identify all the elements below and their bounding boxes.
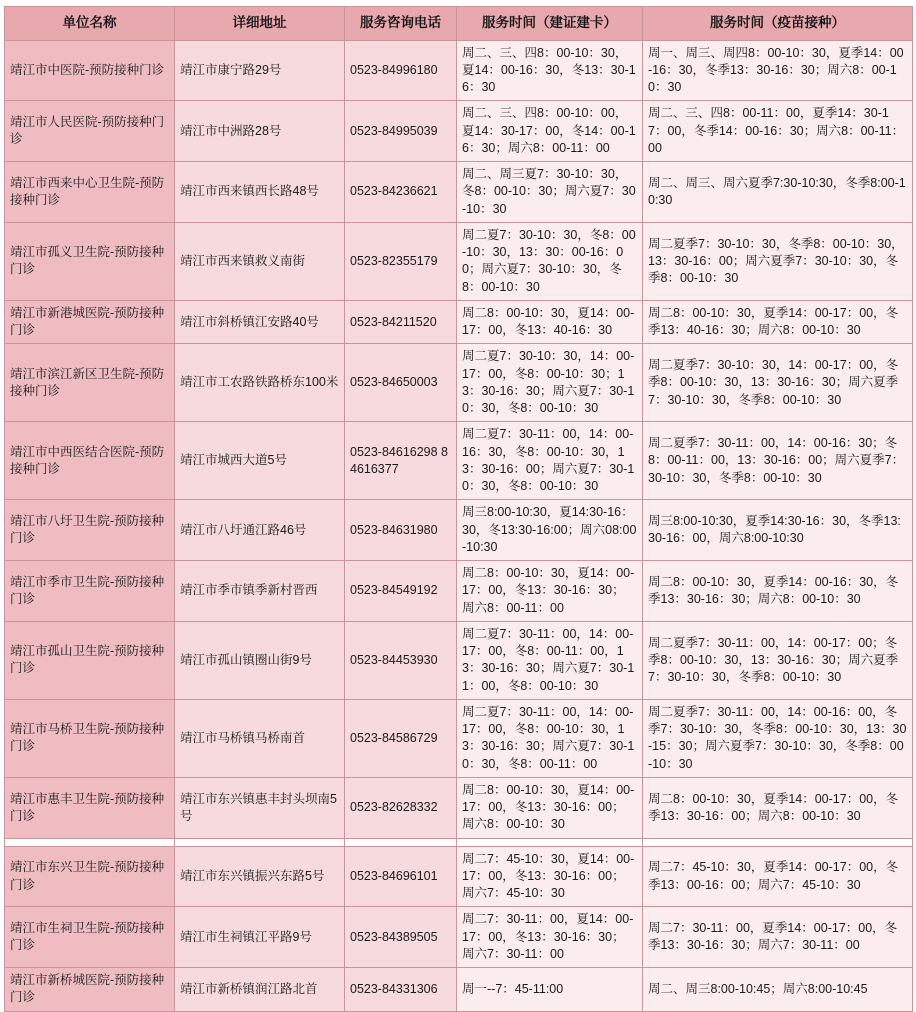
cell-service-time-vaccination: 周二夏季7：30-10：30，冬季8：00-10：30，13：30-16：00；周六夏季7：30-10：30，冬季8：00-10：30	[643, 222, 913, 300]
table-header	[5, 7, 913, 41]
cell-service-time-certificate: 周一--7：45-11:00	[457, 968, 643, 1012]
divider-cell	[643, 838, 913, 846]
table-row	[5, 344, 913, 422]
cell-service-time-vaccination: 周二7：30-11：00，夏季14：00-17：00，冬季13：30-16：30；周六7：30-11：00	[643, 907, 913, 968]
cell-unit-name: 靖江市西来中心卫生院-预防接种门诊	[5, 162, 175, 223]
table-row	[5, 162, 913, 223]
cell-service-time-vaccination: 周二8：00-10：30，夏季14：00-16：30，冬季13：30-16：30；周六8：00-10：30	[643, 561, 913, 622]
cell-address: 靖江市西来镇救义南街	[175, 222, 345, 300]
divider-cell	[345, 838, 457, 846]
cell-unit-name: 靖江市季市卫生院-预防接种门诊	[5, 561, 175, 622]
cell-unit-name: 靖江市孤山卫生院-预防接种门诊	[5, 621, 175, 699]
cell-phone: 0523-82628332	[345, 777, 457, 838]
table-row	[5, 621, 913, 699]
cell-address: 靖江市八圩通江路46号	[175, 500, 345, 561]
cell-service-time-certificate: 周二7：30-11：00，夏14：00-17：00，冬13：30-16：30；周六7：30-11：00	[457, 907, 643, 968]
cell-unit-name: 靖江市孤义卫生院-预防接种门诊	[5, 222, 175, 300]
table-row	[5, 40, 913, 101]
cell-service-time-vaccination: 周二、周三、周六夏季7:30-10:30，冬季8:00-10:30	[643, 162, 913, 223]
divider-cell	[175, 838, 345, 846]
cell-unit-name: 靖江市新桥城医院-预防接种门诊	[5, 968, 175, 1012]
vaccination-clinic-table	[4, 6, 913, 1012]
cell-address: 靖江市马桥镇马桥南首	[175, 699, 345, 777]
column-header-address: 详细地址	[175, 7, 345, 41]
table-row	[5, 699, 913, 777]
cell-unit-name: 靖江市中医院-预防接种门诊	[5, 40, 175, 101]
cell-service-time-certificate: 周二7：45-10：30，夏14：00-17：00，冬13：30-16：00；周六7：45-10：30	[457, 846, 643, 907]
cell-address: 靖江市康宁路29号	[175, 40, 345, 101]
cell-address: 靖江市斜桥镇江安路40号	[175, 300, 345, 344]
cell-address: 靖江市东兴镇惠丰封头坝南5号	[175, 777, 345, 838]
cell-unit-name: 靖江市马桥卫生院-预防接种门诊	[5, 699, 175, 777]
cell-phone: 0523-84650003	[345, 344, 457, 422]
table-row	[5, 968, 913, 1012]
table-row	[5, 561, 913, 622]
cell-phone: 0523-84236621	[345, 162, 457, 223]
cell-service-time-vaccination: 周二、三、四8：00-11：00，夏季14：30-17：00，冬季14：00-16：30；周六8：00-11：00	[643, 101, 913, 162]
cell-service-time-vaccination: 周二夏季7：30-11：00，14：00-16：00，冬季7：30-10：30，冬季8：00-10：30，13：30-15：30；周六夏季7：30-10：30，冬季8：00-10：30	[643, 699, 913, 777]
table-body	[5, 40, 913, 1011]
cell-service-time-certificate: 周二、三、四8：00-10：30，夏14：00-16：30，冬13：30-16：30	[457, 40, 643, 101]
divider-cell	[457, 838, 643, 846]
cell-service-time-certificate: 周二8：00-10：30，夏14：00-17：00，冬13：30-16：00；周六8：00-10：30	[457, 777, 643, 838]
cell-service-time-certificate: 周三8:00-10:30，夏14:30-16：30，冬13:30-16:00；周六08:00-10:30	[457, 500, 643, 561]
cell-address: 靖江市生祠镇江平路9号	[175, 907, 345, 968]
column-header-service-time-certificate: 服务时间（建证建卡）	[457, 7, 643, 41]
cell-phone: 0523-84586729	[345, 699, 457, 777]
table-section-divider	[5, 838, 913, 846]
cell-service-time-certificate: 周二夏7：30-11：00，14：00-17：00，冬8：00-11：00，13：30-16：30；周六夏7：30-11：00，冬8：00-10：30	[457, 621, 643, 699]
table-row	[5, 300, 913, 344]
table-row	[5, 907, 913, 968]
cell-service-time-certificate: 周二夏7：30-11：00，14：00-17：00，冬8：00-10：30，13：30-16：30；周六夏7：30-10：30，冬8：00-11：00	[457, 699, 643, 777]
cell-unit-name: 靖江市新港城医院-预防接种门诊	[5, 300, 175, 344]
cell-phone: 0523-84389505	[345, 907, 457, 968]
cell-service-time-certificate: 周二8：00-10：30，夏14：00-17：00，冬13：30-16：30；周六8：00-11：00	[457, 561, 643, 622]
cell-service-time-vaccination: 周二8：00-10：30，夏季14：00-17：00，冬季13：30-16：00；周六8：00-10：30	[643, 777, 913, 838]
cell-unit-name: 靖江市滨江新区卫生院-预防接种门诊	[5, 344, 175, 422]
cell-unit-name: 靖江市东兴卫生院-预防接种门诊	[5, 846, 175, 907]
table-row	[5, 777, 913, 838]
column-header-phone: 服务咨询电话	[345, 7, 457, 41]
table-row	[5, 422, 913, 500]
cell-phone: 0523-84996180	[345, 40, 457, 101]
cell-service-time-vaccination: 周二夏季7：30-11：00，14：00-17：00；冬季8：00-10：30，13：30-16：30；周六夏季7：30-10：30，冬季8：00-10：30	[643, 621, 913, 699]
cell-service-time-vaccination: 周二夏季7：30-10：30，14：00-17：00，冬季8：00-10：30，13：30-16：30；周六夏季7：30-10：30，冬季8：00-10：30	[643, 344, 913, 422]
table-row	[5, 101, 913, 162]
cell-service-time-certificate: 周二、周三夏7：30-10：30，冬8：00-10：30；周六夏7：30-10：30	[457, 162, 643, 223]
cell-phone: 0523-84696101	[345, 846, 457, 907]
cell-address: 靖江市工农路铁路桥东100米	[175, 344, 345, 422]
cell-phone: 0523-84211520	[345, 300, 457, 344]
cell-address: 靖江市季市镇季新村晋西	[175, 561, 345, 622]
cell-address: 靖江市西来镇西长路48号	[175, 162, 345, 223]
table-row	[5, 846, 913, 907]
cell-service-time-vaccination: 周二、周三8:00-10:45；周六8:00-10:45	[643, 968, 913, 1012]
cell-service-time-certificate: 周二8：00-10：30，夏14：00-17：00，冬13：40-16：30	[457, 300, 643, 344]
cell-phone: 0523-84549192	[345, 561, 457, 622]
cell-unit-name: 靖江市八圩卫生院-预防接种门诊	[5, 500, 175, 561]
cell-service-time-vaccination: 周一、周三、周四8：00-10：30，夏季14：00-16：30，冬季13：30-16：30；周六8：00-10：30	[643, 40, 913, 101]
table-row	[5, 222, 913, 300]
cell-phone: 0523-84453930	[345, 621, 457, 699]
cell-service-time-vaccination: 周二夏季7：30-11：00，14：00-16：30；冬8：00-11：00，13：30-16：00；周六夏季7：30-10：30，冬季8：00-10：30	[643, 422, 913, 500]
cell-service-time-certificate: 周二夏7：30-10：30，14：00-17：00，冬8：00-10：30；13：30-16：30；周六夏7：30-10：30，冬8：00-10：30	[457, 344, 643, 422]
cell-service-time-certificate: 周二夏7：30-11：00，14：00-16：30，冬8：00-10：30，13：30-16：00；周六夏7：30-10：30，冬8：00-10：30	[457, 422, 643, 500]
cell-unit-name: 靖江市人民医院-预防接种门诊	[5, 101, 175, 162]
column-header-service-time-vaccination: 服务时间（疫苗接种）	[643, 7, 913, 41]
cell-phone: 0523-84616298 84616377	[345, 422, 457, 500]
cell-address: 靖江市孤山镇圈山街9号	[175, 621, 345, 699]
cell-phone: 0523-84331306	[345, 968, 457, 1012]
cell-service-time-vaccination: 周二8：00-10：30，夏季14：00-17：00，冬季13：40-16：30；周六8：00-10：30	[643, 300, 913, 344]
header-row	[5, 7, 913, 41]
cell-service-time-certificate: 周二夏7：30-10：30，冬8：00-10：30，13：30：00-16：00；周六夏7：30-10：30，冬8：00-10：30	[457, 222, 643, 300]
cell-phone: 0523-82355179	[345, 222, 457, 300]
cell-unit-name: 靖江市惠丰卫生院-预防接种门诊	[5, 777, 175, 838]
table-row	[5, 500, 913, 561]
cell-service-time-vaccination: 周二7：45-10：30，夏季14：00-17：00，冬季13：00-16：00；周六7：45-10：30	[643, 846, 913, 907]
column-header-unit-name: 单位名称	[5, 7, 175, 41]
cell-address: 靖江市城西大道5号	[175, 422, 345, 500]
divider-cell	[5, 838, 175, 846]
cell-unit-name: 靖江市生祠卫生院-预防接种门诊	[5, 907, 175, 968]
cell-service-time-certificate: 周二、三、四8：00-10：00，夏14：30-17：00，冬14：00-16：30；周六8：00-11：00	[457, 101, 643, 162]
cell-address: 靖江市新桥镇润江路北首	[175, 968, 345, 1012]
cell-service-time-vaccination: 周三8:00-10:30，夏季14:30-16：30，冬季13:30-16：00，周六8:00-10:30	[643, 500, 913, 561]
cell-address: 靖江市东兴镇振兴东路5号	[175, 846, 345, 907]
cell-unit-name: 靖江市中西医结合医院-预防接种门诊	[5, 422, 175, 500]
cell-address: 靖江市中洲路28号	[175, 101, 345, 162]
cell-phone: 0523-84995039	[345, 101, 457, 162]
cell-phone: 0523-84631980	[345, 500, 457, 561]
